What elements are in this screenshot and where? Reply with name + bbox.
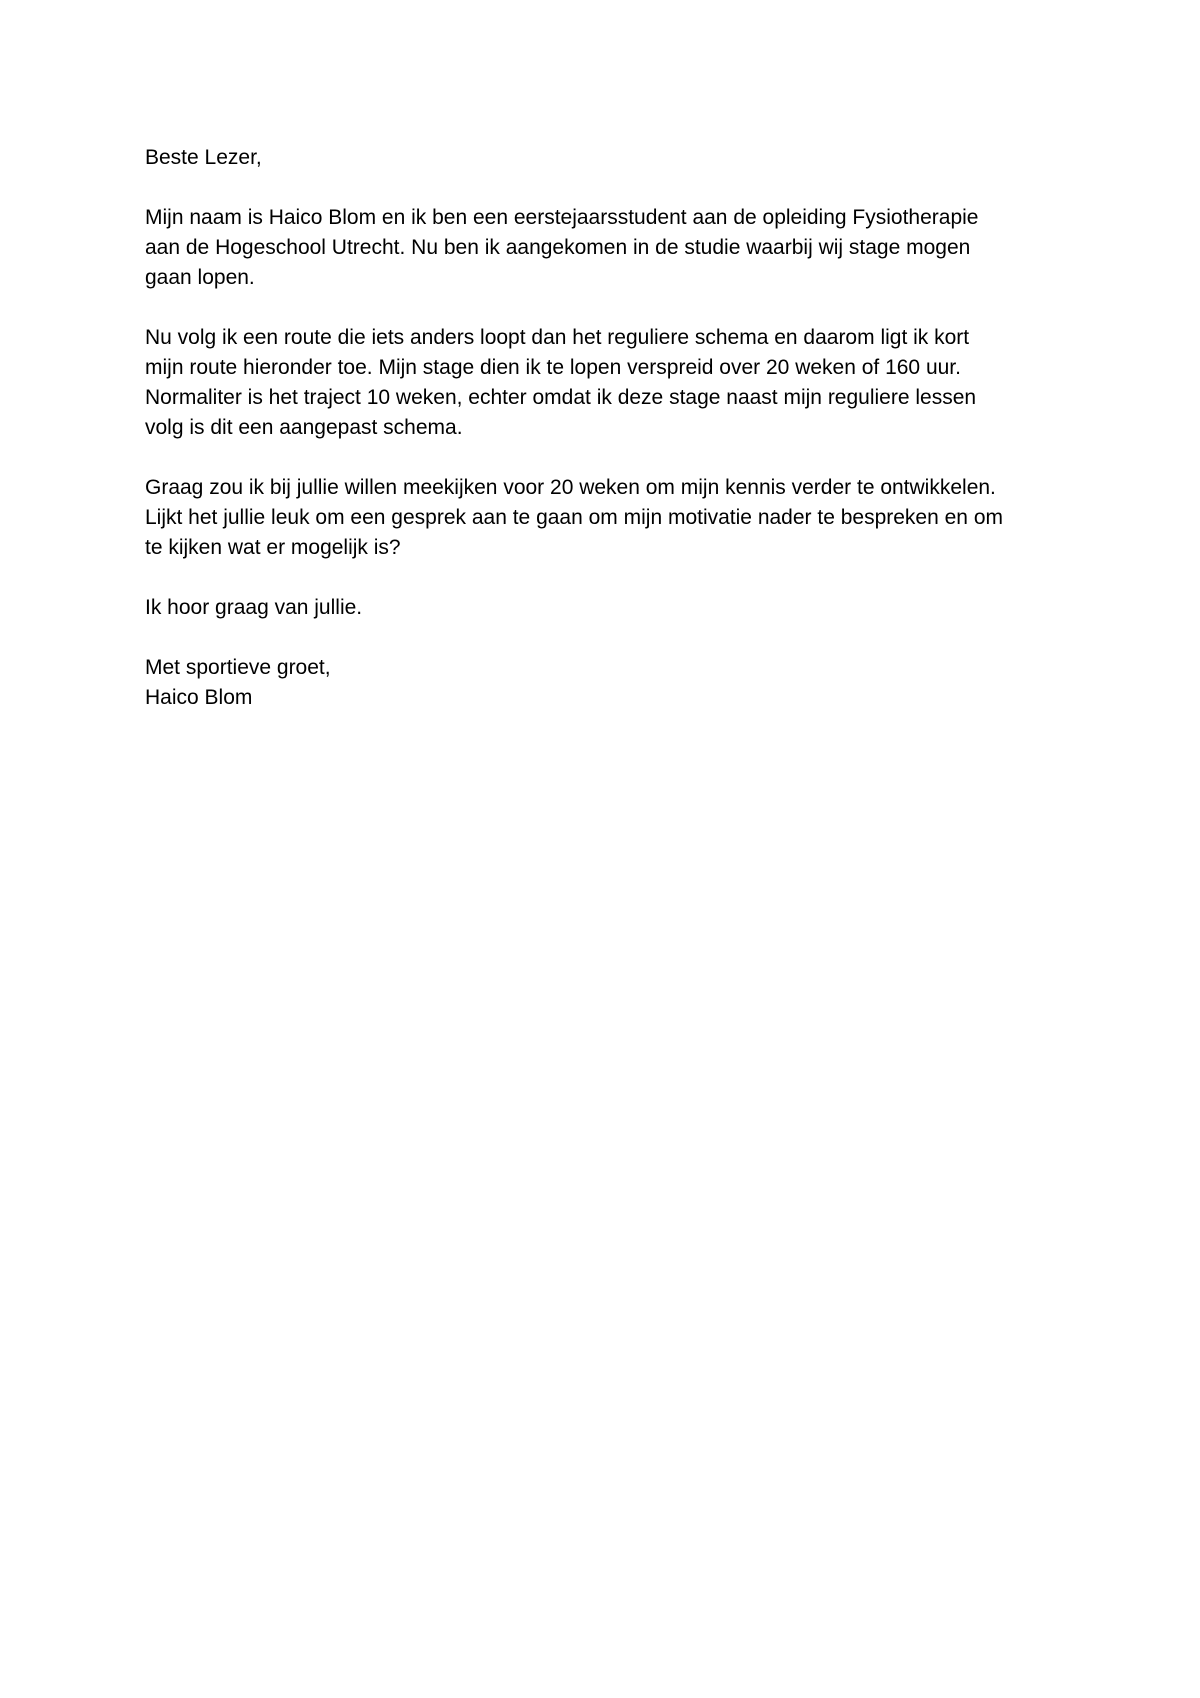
- paragraph-line: aan de Hogeschool Utrecht. Nu ben ik aangekomen in de studie waarbij wij stage mogen: [145, 236, 971, 259]
- paragraph-line: gaan lopen.: [145, 266, 255, 289]
- paragraph-line: volg is dit een aangepast schema.: [145, 416, 463, 439]
- paragraph-line: Mijn naam is Haico Blom en ik ben een eerstejaarsstudent aan de opleiding Fysiotherapie: [145, 206, 979, 229]
- paragraph-line: Nu volg ik een route die iets anders loopt dan het reguliere schema en daarom ligt ik kort: [145, 326, 970, 349]
- closing-line: Met sportieve groet,: [145, 656, 331, 679]
- paragraph-request: [145, 473, 1075, 563]
- paragraph-introduction: [145, 203, 1075, 293]
- paragraph-line: Ik hoor graag van jullie.: [145, 596, 363, 619]
- letter-closing: [145, 653, 1075, 713]
- paragraph-line: Normaliter is het traject 10 weken, echter omdat ik deze stage naast mijn reguliere lessen: [145, 386, 977, 409]
- paragraph-closing-remark: [145, 593, 1075, 623]
- paragraph-line: Lijkt het jullie leuk om een gesprek aan te gaan om mijn motivatie nader te bespreken en om: [145, 506, 1003, 529]
- paragraph-line: mijn route hieronder toe. Mijn stage dien ik te lopen verspreid over 20 weken of 160 uur.: [145, 356, 961, 379]
- paragraph-line: Graag zou ik bij jullie willen meekijken voor 20 weken om mijn kennis verder te ontwikkelen.: [145, 476, 996, 499]
- signature-name: Haico Blom: [145, 686, 253, 709]
- paragraph-line: te kijken wat er mogelijk is?: [145, 536, 401, 559]
- letter-body: [145, 143, 1075, 743]
- salutation-line: Beste Lezer,: [145, 146, 262, 169]
- paragraph-route: [145, 323, 1075, 443]
- salutation: [145, 143, 1075, 173]
